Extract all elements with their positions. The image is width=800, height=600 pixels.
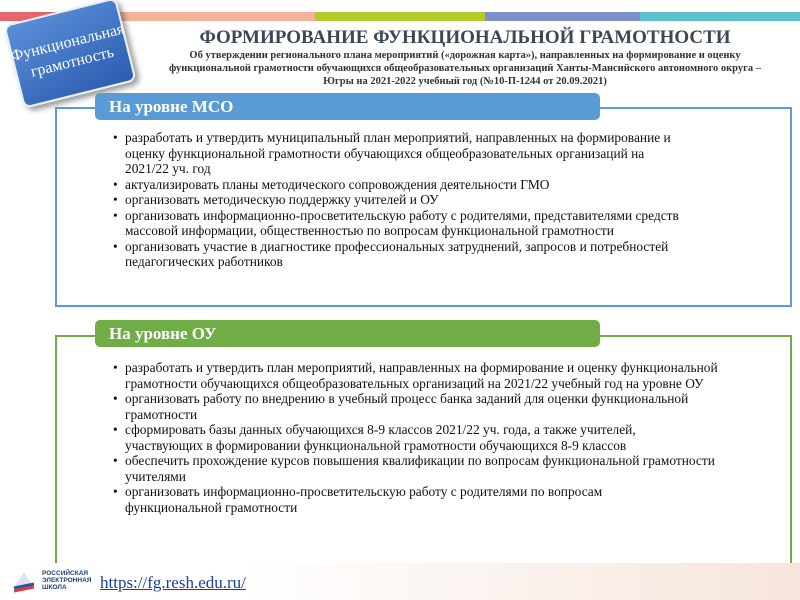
list-item: • организовать информационно-просветительскую работу с родителями, представителями средств массовой информации, общественностью по вопросам функциональной грамотности — [119, 208, 735, 239]
subtitle-line: Югры на 2021-2022 учебный год (№10-П-1244 от 20.09.2021) — [323, 76, 607, 87]
list-item: • организовать методическую поддержку учителей и ОУ — [119, 192, 790, 208]
list-item: • разработать и утвердить план мероприятий, направленных на формирование и оценку функциональной грамотности обучающихся общеобразовательных организаций на 2021/22 учебный год на уровне ОУ — [119, 360, 725, 391]
ou-section — [55, 335, 792, 565]
list-item: • сформировать базы данных обучающихся 8-9 классов 2021/22 уч. года, а также учителей, участвующих в формировании функциональной грамотности обучающихся 8-9 классов — [119, 422, 665, 453]
list-item: • организовать участие в диагностике профессиональных затруднений, запросов и потребностей педагогических работников — [119, 239, 715, 270]
topic-badge: Функциональная грамотность — [3, 0, 136, 109]
resh-logo-icon — [10, 566, 38, 594]
resh-link[interactable]: https://fg.resh.edu.ru/ — [100, 573, 246, 592]
color-stripe-5 — [640, 12, 800, 21]
ou-header: На уровне ОУ — [95, 320, 600, 347]
mso-header: На уровне МСО — [95, 93, 600, 120]
ou-list — [57, 360, 790, 515]
color-stripe-3 — [315, 12, 485, 21]
subtitle-line: функциональной грамотности обучающихся общеобразовательных организаций Ханты-Мансийского автономного округа – — [169, 63, 761, 74]
list-item: • организовать работу по внедрению в учебный процесс банка заданий для оценки функциональной грамотности — [119, 391, 705, 422]
list-item: • актуализировать планы методического сопровождения деятельности ГМО — [119, 177, 790, 193]
list-item: • обеспечить прохождение курсов повышения квалификации по вопросам функциональной грамотности учителями — [119, 453, 735, 484]
mso-list — [57, 130, 790, 270]
resh-logo — [10, 566, 102, 594]
mso-section — [55, 107, 792, 307]
resh-logo-text: РОССИЙСКАЯ ЭЛЕКТРОННАЯ ШКОЛА — [42, 569, 92, 591]
list-item: • разработать и утвердить муниципальный план мероприятий, направленных на формирование и оценку функциональной грамотности обучающихся общеобразовательных организаций на 2021/22 уч. год — [119, 130, 685, 177]
color-stripe-4 — [485, 12, 640, 21]
list-item: • организовать информационно-просветительскую работу с родителями по вопросам функциональной грамотности — [119, 484, 695, 515]
page-subtitle — [130, 49, 800, 88]
subtitle-line: Об утверждении регионального плана мероприятий («дорожная карта»), направленных на формирование и оценку — [189, 50, 741, 61]
color-stripe-2 — [95, 12, 315, 21]
page-title: ФОРМИРОВАНИЕ ФУНКЦИОНАЛЬНОЙ ГРАМОТНОСТИ — [199, 27, 731, 48]
